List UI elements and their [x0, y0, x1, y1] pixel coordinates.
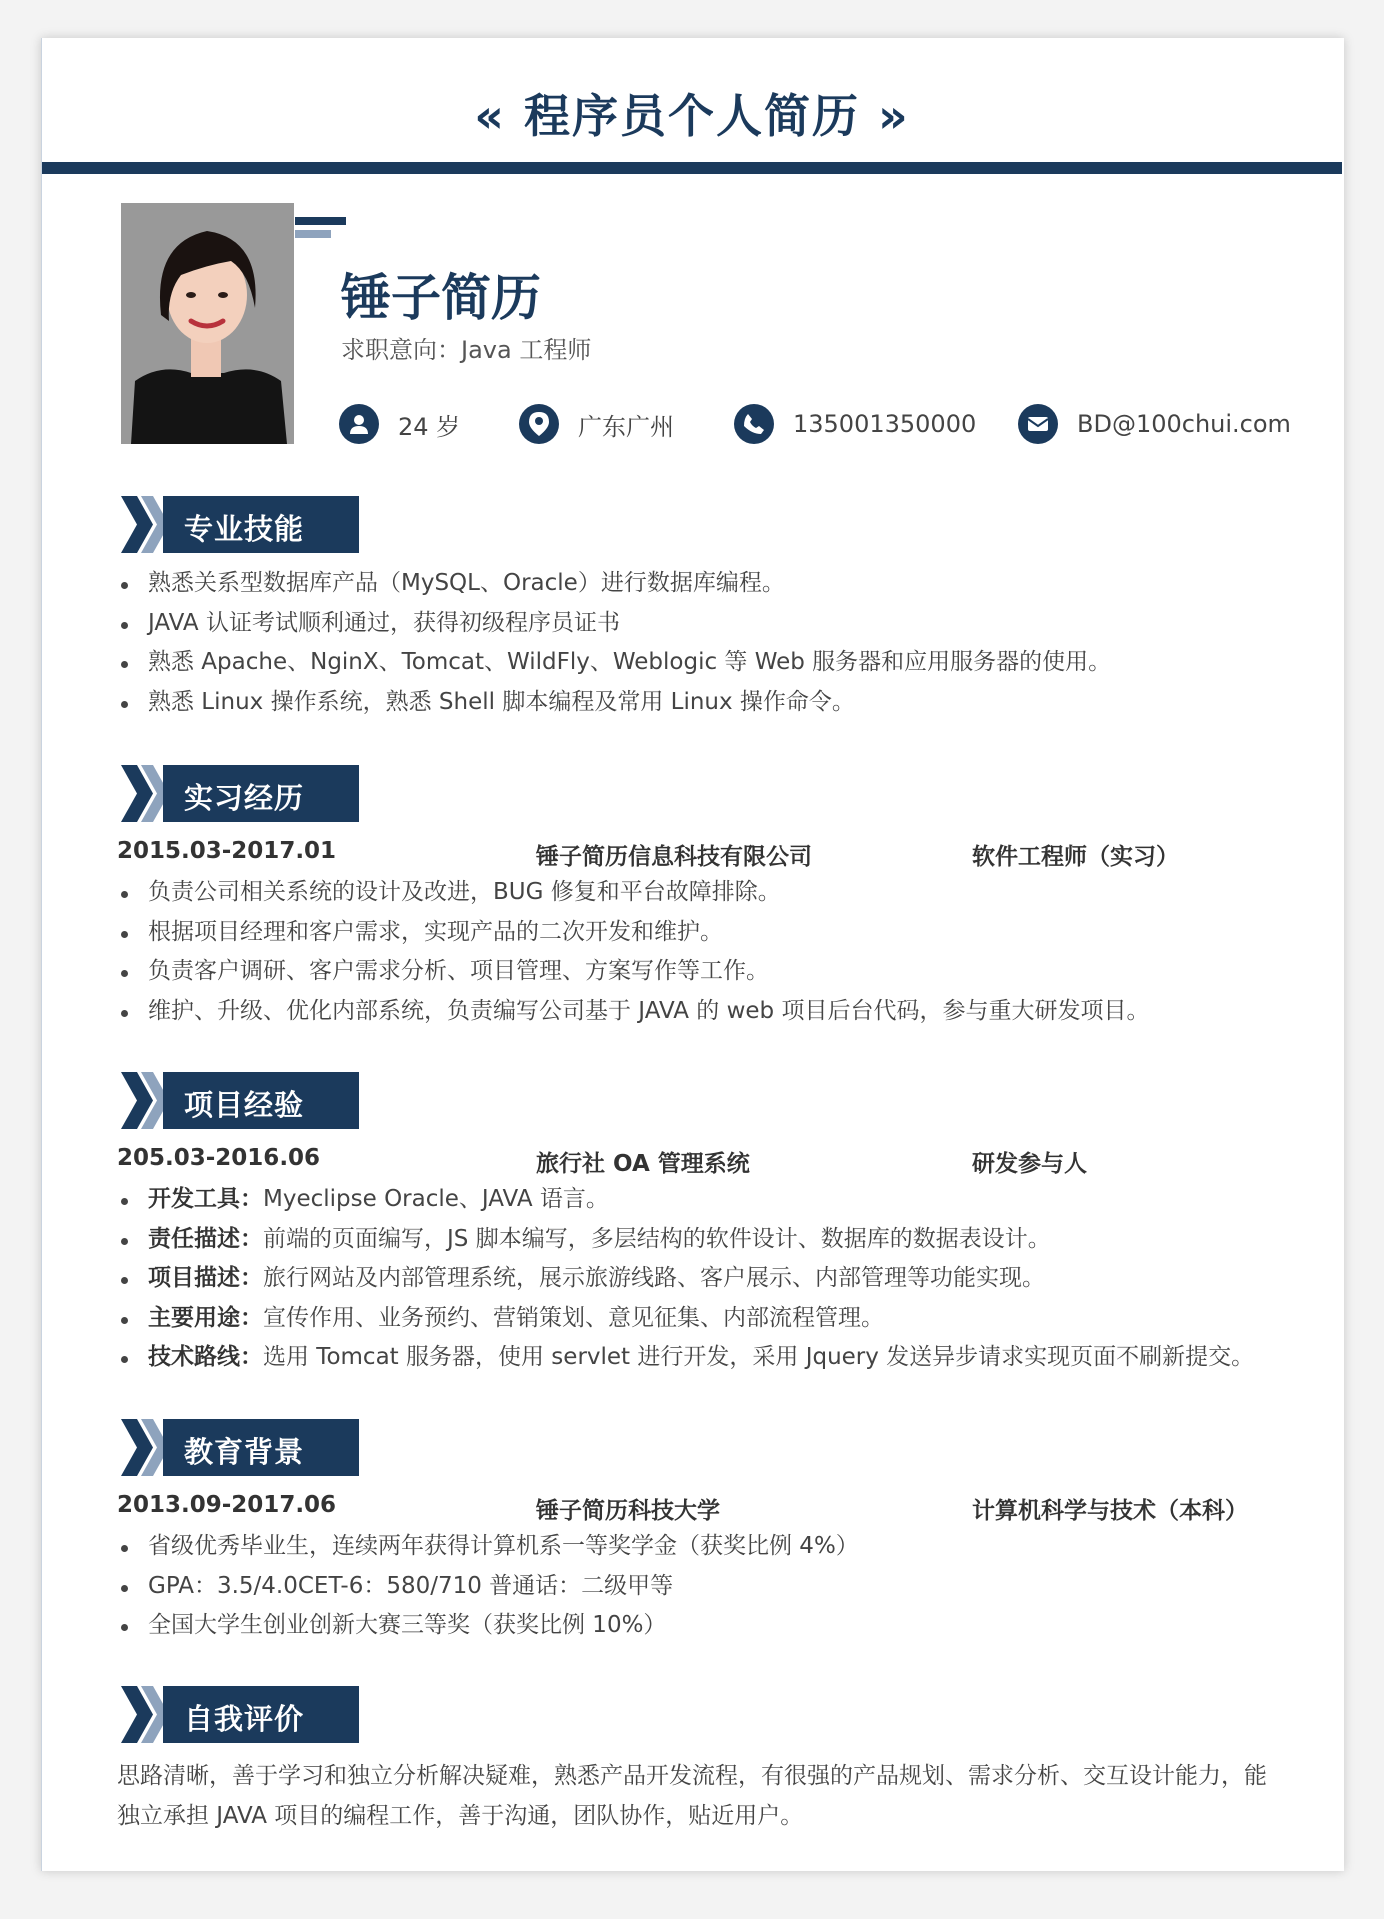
- project-role: 研发参与人: [972, 1151, 1087, 1177]
- list-item: 项目描述：旅行网站及内部管理系统，展示旅游线路、客户展示、内部管理等功能实现。: [117, 1259, 1277, 1299]
- contact-age-text: 24 岁: [398, 412, 461, 441]
- title-left-quote: «: [474, 89, 506, 143]
- list-item: JAVA 认证考试顺利通过，获得初级程序员证书: [117, 604, 1277, 644]
- name-accent-bar-light: [295, 230, 331, 238]
- education-date: 2013.09-2017.06: [117, 1492, 337, 1518]
- section-header-education: [121, 1419, 361, 1476]
- internship-company: 锤子简历信息科技有限公司: [536, 844, 812, 870]
- job-intent: 求职意向：Java 工程师: [341, 336, 592, 364]
- title-text: 程序员个人简历: [524, 89, 860, 143]
- title-right-quote: »: [878, 89, 910, 143]
- section-header-internship: [121, 765, 361, 822]
- title-divider: [42, 162, 1342, 174]
- list-item: 技术路线：选用 Tomcat 服务器，使用 servlet 进行开发，采用 Jquery 发送异步请求实现页面不刷新提交。: [117, 1338, 1277, 1378]
- education-school: 锤子简历科技大学: [536, 1498, 720, 1524]
- profile-photo: [121, 203, 294, 444]
- contact-age: [339, 404, 460, 444]
- section-header-project: [121, 1072, 361, 1129]
- list-item: 全国大学生创业创新大赛三等奖（获奖比例 10%）: [117, 1606, 1277, 1646]
- section-title: 项目经验: [184, 1088, 305, 1122]
- list-item: 省级优秀毕业生，连续两年获得计算机系一等奖学金（获奖比例 4%）: [117, 1527, 1277, 1567]
- internship-role: 软件工程师（实习）: [972, 844, 1179, 870]
- email-icon: [1018, 404, 1058, 444]
- section-title: 实习经历: [184, 781, 305, 815]
- list-item: 开发工具：Myeclipse Oracle、JAVA 语言。: [117, 1180, 1277, 1220]
- resume-title: [0, 80, 1384, 146]
- self-eval-text: 思路清晰，善于学习和独立分析解决疑难，熟悉产品开发流程，有很强的产品规划、需求分析、交互设计能力，能独立承担 JAVA 项目的编程工作，善于沟通，团队协作，贴近用户。: [117, 1763, 1267, 1829]
- phone-icon: [734, 404, 774, 444]
- list-item: 主要用途：宣传作用、业务预约、营销策划、意见征集、内部流程管理。: [117, 1299, 1277, 1339]
- contact-location: [519, 404, 674, 444]
- project-date: 205.03-2016.06: [117, 1145, 321, 1171]
- contact-phone-text[interactable]: 135001350000: [793, 410, 977, 438]
- user-icon: [339, 404, 379, 444]
- section-title: 专业技能: [184, 512, 305, 546]
- contact-email-text[interactable]: BD@100chui.com: [1077, 410, 1291, 438]
- name-accent-bar: [295, 217, 346, 225]
- list-item: 负责公司相关系统的设计及改进，BUG 修复和平台故障排除。: [117, 873, 1277, 913]
- list-item: 责任描述：前端的页面编写，JS 脚本编写，多层结构的软件设计、数据库的数据表设计。: [117, 1220, 1277, 1260]
- list-item: 根据项目经理和客户需求，实现产品的二次开发和维护。: [117, 913, 1277, 953]
- project-name: 旅行社 OA 管理系统: [536, 1151, 750, 1177]
- list-item: 负责客户调研、客户需求分析、项目管理、方案写作等工作。: [117, 952, 1277, 992]
- candidate-name: 锤子简历: [341, 269, 541, 327]
- list-item: 维护、升级、优化内部系统，负责编写公司基于 JAVA 的 web 项目后台代码，参与重大研发项目。: [117, 992, 1277, 1032]
- section-title: 自我评价: [184, 1702, 305, 1736]
- list-item: GPA：3.5/4.0CET-6：580/710 普通话：二级甲等: [117, 1567, 1277, 1607]
- education-list: [117, 1527, 1277, 1646]
- section-title: 教育背景: [184, 1435, 305, 1469]
- contact-location-text: 广东广州: [578, 412, 674, 441]
- contact-phone: [734, 404, 976, 444]
- skills-list: [117, 564, 1277, 722]
- list-item: 熟悉关系型数据库产品（MySQL、Oracle）进行数据库编程。: [117, 564, 1277, 604]
- list-item: 熟悉 Apache、NginX、Tomcat、WildFly、Weblogic 等 Web 服务器和应用服务器的使用。: [117, 643, 1277, 683]
- location-pin-icon: [519, 404, 559, 444]
- education-major: 计算机科学与技术（本科）: [972, 1498, 1248, 1524]
- list-item: 熟悉 Linux 操作系统，熟悉 Shell 脚本编程及常用 Linux 操作命令。: [117, 683, 1277, 723]
- internship-list: [117, 873, 1277, 1031]
- internship-date: 2015.03-2017.01: [117, 838, 337, 864]
- section-header-self-eval: [121, 1686, 361, 1743]
- contact-email: [1018, 404, 1291, 444]
- section-header-skills: [121, 496, 361, 553]
- project-list: [117, 1180, 1277, 1378]
